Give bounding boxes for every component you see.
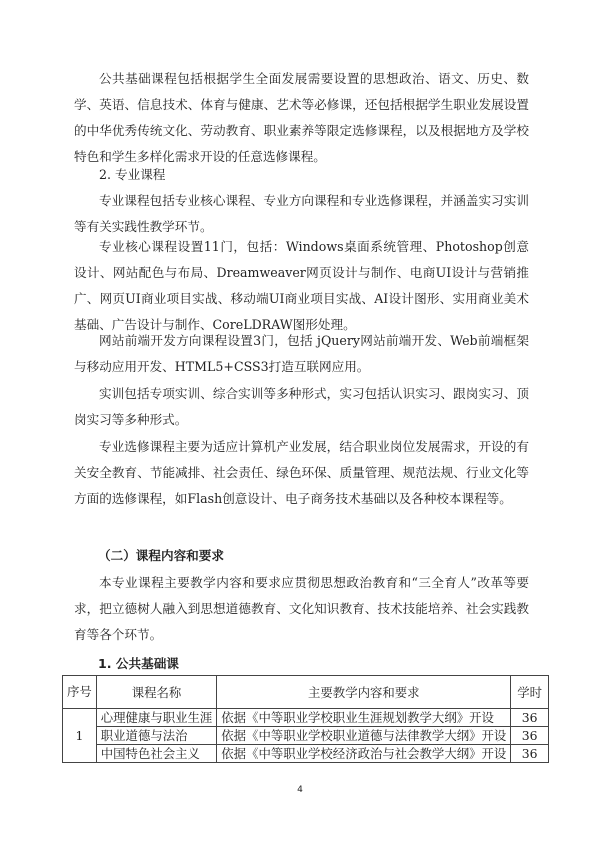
header-no: 序号 <box>63 676 97 709</box>
course-content: 依据《中等职业学校职业生涯规划教学大纲》开设 <box>217 709 511 727</box>
group-number: 1 <box>63 709 97 763</box>
heading-public-basic-course: 1. 公共基础课 <box>98 656 179 671</box>
course-hours: 36 <box>511 745 549 763</box>
paragraph-core-courses: 专业核心课程设置11门，包括：Windows桌面系统管理、Photoshop创意设计、网站配色与布局、Dreamweaver网页设计与制作、电商UI设计与营销推广、网页UI商业项目实战、移动端UI商业项目实战、AI设计图形、实用商业美术基础、广告设计与制作、CoreLDRAW图形处理。 <box>74 239 529 332</box>
table-row <box>63 745 549 763</box>
paragraph-training: 实训包括专项实训、综合实训等多种形式，实习包括认识实习、跟岗实习、顶岗实习等多种形式。 <box>74 386 529 427</box>
paragraph-frontend-direction: 网站前端开发方向课程设置3门，包括 jQuery网站前端开发、Web前端框架与移动应用开发、HTML5+CSS3打造互联网应用。 <box>74 333 529 374</box>
header-content: 主要教学内容和要求 <box>217 676 511 709</box>
table-row <box>63 709 549 727</box>
header-course-name: 课程名称 <box>96 676 217 709</box>
table-header-row <box>63 676 549 709</box>
course-hours: 36 <box>511 727 549 745</box>
course-content: 依据《中等职业学校经济政治与社会教学大纲》开设 <box>217 745 511 763</box>
heading-course-content-requirements: （二）课程内容和要求 <box>98 548 224 563</box>
course-table <box>62 675 549 763</box>
paragraph-public-basic-courses: 公共基础课程包括根据学生全面发展需要设置的思想政治、语文、历史、数学、英语、信息技术、体育与健康、艺术等必修课，还包括根据学生职业发展设置的中华优秀传统文化、劳动教育、职业素养等限定选修课程，以及根据地方及学校特色和学生多样化需求开设的任意选修课程。 <box>74 71 529 164</box>
paragraph-professional-courses: 专业课程包括专业核心课程、专业方向课程和专业选修课程，并涵盖实习实训等有关实践性教学环节。 <box>74 193 529 234</box>
course-name: 中国特色社会主义 <box>96 745 217 763</box>
page-number: 4 <box>297 785 303 795</box>
course-name: 职业道德与法治 <box>96 727 217 745</box>
heading-professional-courses: 2. 专业课程 <box>99 167 166 182</box>
paragraph-elective-courses: 专业选修课程主要为适应计算机产业发展，结合职业岗位发展需求，开设的有关安全教育、节能减排、社会责任、绿色环保、质量管理、规范法规、行业文化等方面的选修课程，如Flash创意设计、电子商务技术基础以及各种校本课程等。 <box>74 439 529 506</box>
course-content: 依据《中等职业学校职业道德与法律教学大纲》开设 <box>217 727 511 745</box>
course-hours: 36 <box>511 709 549 727</box>
header-hours: 学时 <box>511 676 549 709</box>
course-name: 心理健康与职业生涯 <box>96 709 217 727</box>
paragraph-course-requirements: 本专业课程主要教学内容和要求应贯彻思想政治教育和“三全育人”改革等要求，把立德树人融入到思想道德教育、文化知识教育、技术技能培养、社会实践教育等各个环节。 <box>74 575 529 642</box>
table-row <box>63 727 549 745</box>
